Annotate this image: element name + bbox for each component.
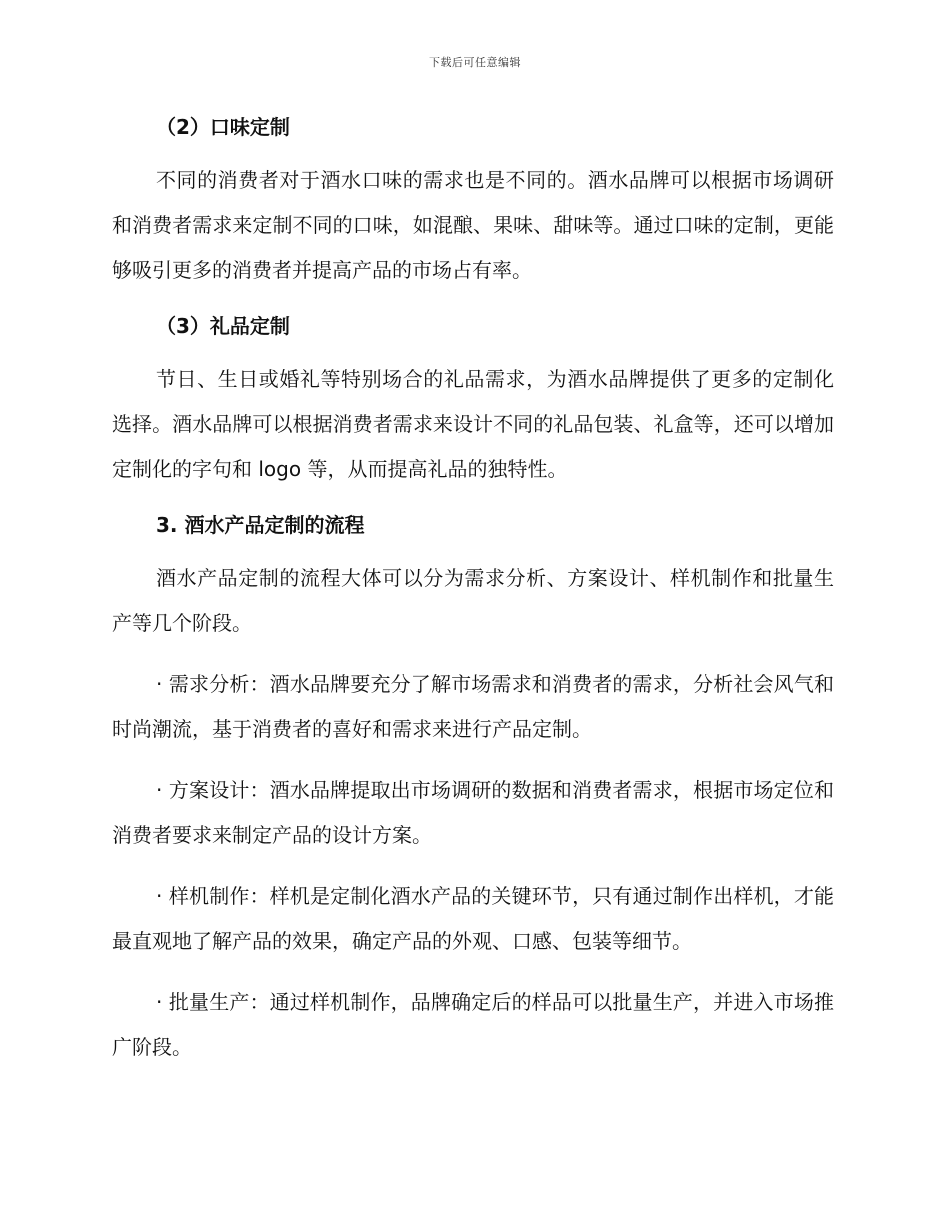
list-item-prototype-making: · 样机制作：样机是定制化酒水产品的关键环节，只有通过制作出样机，才能最直观地了解产品的效果，确定产品的外观、口感、包装等细节。 — [112, 884, 834, 953]
list-item-demand-analysis: · 需求分析：酒水品牌要充分了解市场需求和消费者的需求，分析社会风气和时尚潮流，基于消费者的喜好和需求来进行产品定制。 — [112, 672, 834, 741]
heading-customization-process: 3. 酒水产品定制的流程 — [156, 513, 365, 537]
heading-gift-customization: （3）礼品定制 — [156, 314, 290, 338]
list-item-mass-production: · 批量生产：通过样机制作，品牌确定后的样品可以批量生产，并进入市场推广阶段。 — [112, 990, 834, 1059]
header-note: 下载后可任意编辑 — [429, 56, 521, 69]
paragraph-gift-customization: 节日、生日或婚礼等特别场合的礼品需求，为酒水品牌提供了更多的定制化选择。酒水品牌可以根据消费者需求来设计不同的礼品包装、礼盒等，还可以增加定制化的字句和 logo 等，从而提高礼品的独特性。 — [112, 367, 834, 481]
paragraph-taste-customization: 不同的消费者对于酒水口味的需求也是不同的。酒水品牌可以根据市场调研和消费者需求来定制不同的口味，如混酿、果味、甜味等。通过口味的定制，更能够吸引更多的消费者并提高产品的市场占有率。 — [112, 168, 834, 282]
paragraph-process-intro: 酒水产品定制的流程大体可以分为需求分析、方案设计、样机制作和批量生产等几个阶段。 — [112, 566, 834, 635]
heading-taste-customization: （2）口味定制 — [156, 115, 290, 139]
list-item-plan-design: · 方案设计：酒水品牌提取出市场调研的数据和消费者需求，根据市场定位和消费者要求来制定产品的设计方案。 — [112, 778, 834, 847]
document-body — [112, 110, 834, 1070]
